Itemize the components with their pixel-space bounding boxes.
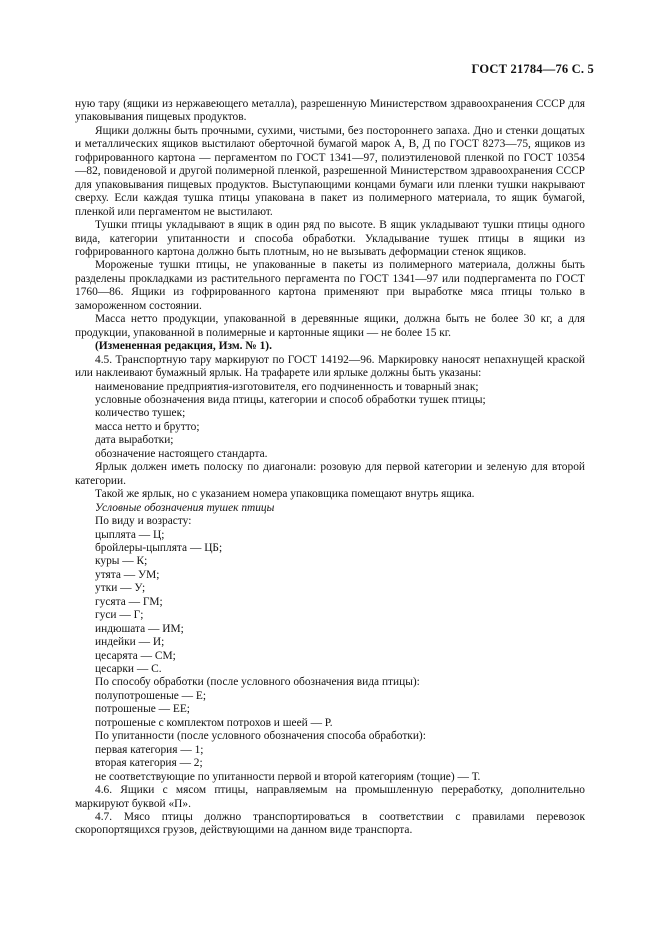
page-header: ГОСТ 21784—76 С. 5: [471, 62, 594, 76]
list-heading: По способу обработки (после условного обозначения вида птицы):: [95, 676, 420, 689]
list-item: наименование предприятия-изготовителя, его подчиненность и товарный знак;: [95, 380, 479, 393]
list-item: гусята — ГМ;: [95, 595, 163, 608]
list-item: вторая категория — 2;: [95, 757, 203, 770]
list-item: потрошеные — ЕЕ;: [95, 703, 190, 716]
list-item: потрошеные с комплектом потрохов и шеей — Р.: [95, 716, 333, 729]
list-item: бройлеры-цыплята — ЦБ;: [95, 541, 223, 554]
list-item: дата выработки;: [95, 434, 174, 447]
paragraph: Тушки птицы укладывают в ящик в один ряд по высоте. В ящик укладывают тушки птицы одного вида, категории упитанности и способа обработки. Укладывание тушек птицы в ящики из гофрированного картона должно быть плотным, но не вызывать деформации стенок ящиков.: [75, 219, 585, 258]
list-heading: По виду и возрасту:: [95, 515, 192, 528]
list-item: цесарята — СМ;: [95, 649, 176, 662]
section-subheading: Условные обозначения тушек птицы: [95, 501, 275, 514]
list-item: утята — УМ;: [95, 568, 160, 581]
list-item: масса нетто и брутто;: [95, 420, 200, 433]
list-item: условные обозначения вида птицы, категории и способ обработки тушек птицы;: [95, 393, 486, 406]
list-item: цыплята — Ц;: [95, 528, 165, 541]
list-item: куры — К;: [95, 555, 148, 568]
list-item: первая категория — 1;: [95, 743, 204, 756]
list-heading: По упитанности (после условного обозначения способа обработки):: [95, 730, 426, 743]
list-item: обозначение настоящего стандарта.: [95, 447, 268, 460]
clause-4-6: 4.6. Ящики с мясом птицы, направляемым на промышленную переработку, дополнительно маркируют буквой «П».: [75, 784, 585, 810]
paragraph: Такой же ярлык, но с указанием номера упаковщика помещают внутрь ящика.: [95, 488, 475, 501]
list-item: индюшата — ИМ;: [95, 622, 184, 635]
paragraph: Ящики должны быть прочными, сухими, чистыми, без постороннего запаха. Дно и стенки дощатых и металлических ящиков выстилают оберточной бумагой марок А, В, Д по ГОСТ 8273—75, ящиков из гофрированного картона — пергаментом по ГОСТ 1341—97, полиэтиленовой пленкой по ГОСТ 10354—82, повиденовой и другой полимерной пленкой, разрешенной Министерством здравоохранения СССР для упаковывания пищевых продуктов. Выступающими концами бумаги или пленки тушки накрывают сверху. Если каждая тушка птицы упакована в пакет из полимерного материала, то ящик бумагой, пленкой или пергаментом не выстилают.: [75, 124, 585, 218]
list-item: не соответствующие по упитанности первой и второй категориям (тощие) — Т.: [95, 770, 481, 783]
document-body: [75, 98, 585, 838]
list-item: количество тушек;: [95, 407, 186, 420]
clause-4-7: 4.7. Мясо птицы должно транспортироваться в соответствии с правилами перевозок скоропортящихся грузов, действующими на данном виде транспорта.: [75, 811, 585, 837]
paragraph: Мороженые тушки птицы, не упакованные в пакеты из полимерного материала, должны быть разделены прокладками из растительного пергамента по ГОСТ 1341—97 или подпергамента по ГОСТ 1760—86. Ящики из гофрированного картона применяют при выработке мяса птицы только в замороженном состоянии.: [75, 259, 585, 312]
paragraph: ную тару (ящики из нержавеющего металла), разрешенную Министерством здравоохранения СССР для упаковывания пищевых продуктов.: [75, 98, 585, 124]
list-item: индейки — И;: [95, 636, 165, 649]
list-item: гуси — Г;: [95, 609, 144, 622]
paragraph: Масса нетто продукции, упакованной в деревянные ящики, должна быть не более 30 кг, а для продукции, упакованной в полимерные и картонные ящики — не более 15 кг.: [75, 313, 585, 339]
list-item: цесарки — С.: [95, 663, 162, 676]
paragraph: Ярлык должен иметь полоску по диагонали: розовую для первой категории и зеленую для второй категории.: [75, 461, 585, 487]
list-item: полупотрошеные — Е;: [95, 689, 207, 702]
clause-4-5: 4.5. Транспортную тару маркируют по ГОСТ 14192—96. Маркировку наносят непахнущей краской или наклеивают бумажный ярлык. На трафарете или ярлыке должны быть указаны:: [75, 353, 585, 380]
list-item: утки — У;: [95, 582, 146, 595]
amendment-note: (Измененная редакция, Изм. № 1).: [95, 340, 272, 353]
